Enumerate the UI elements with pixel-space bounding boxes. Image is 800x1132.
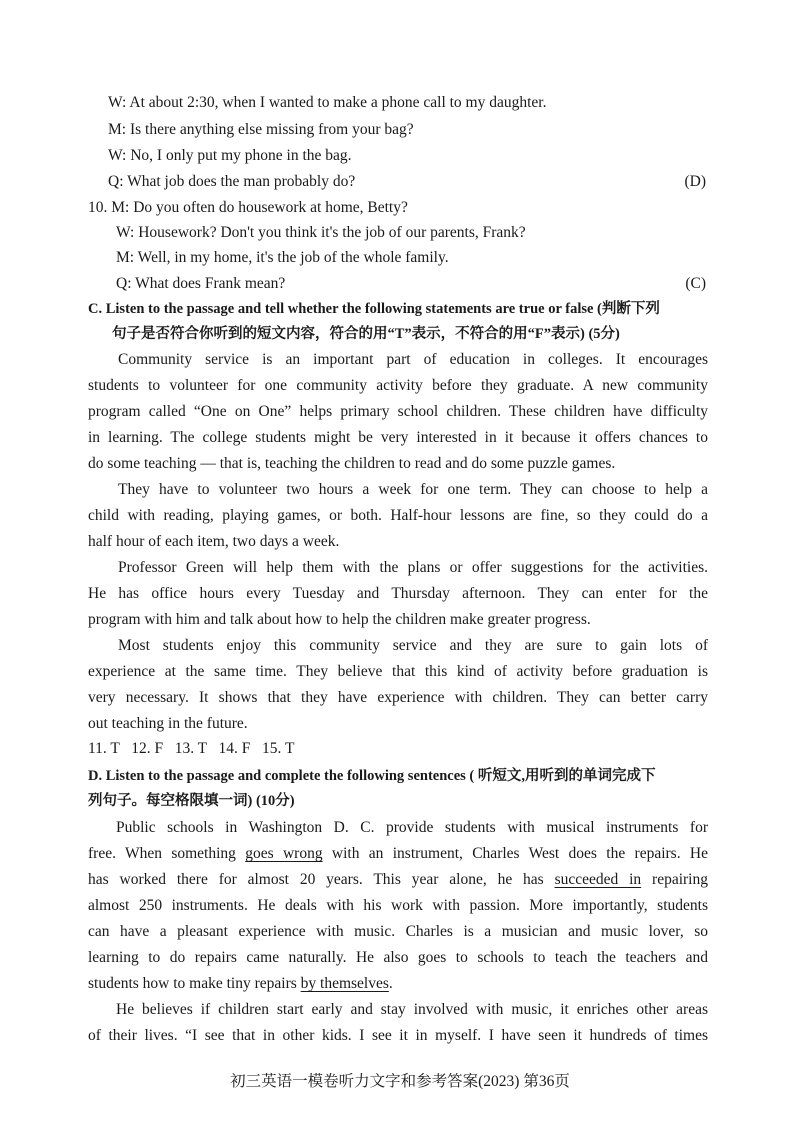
dialog-line: W: No, I only put my phone in the bag. bbox=[108, 147, 352, 164]
dialog-line: 10. M: Do you often do housework at home, Betty? bbox=[88, 199, 408, 216]
page-footer: 初三英语一模卷听力文字和参考答案(2023) 第36页 bbox=[230, 1073, 570, 1090]
passage-text: with an instrument, Charles West does the repairs. He bbox=[322, 845, 708, 862]
answer-label: (D) bbox=[684, 173, 706, 190]
dialog-line: M: Is there anything else missing from your bag? bbox=[108, 121, 414, 138]
passage-text: students how to make tiny repairs bbox=[88, 975, 301, 992]
passage-line bbox=[88, 844, 708, 864]
passage-line: students to volunteer for one community activity before they graduate. A new community bbox=[88, 377, 708, 394]
passage-line bbox=[88, 974, 393, 994]
dialog-line: M: Well, in my home, it's the job of the whole family. bbox=[116, 249, 449, 266]
passage-line: Community service is an important part of education in colleges. It encourages bbox=[118, 351, 708, 368]
passage-line: He has office hours every Tuesday and Thursday afternoon. They can enter for the bbox=[88, 585, 708, 602]
passage-text: repairing bbox=[641, 871, 708, 888]
dialog-line: W: At about 2:30, when I wanted to make a phone call to my daughter. bbox=[108, 94, 547, 111]
dialog-line: W: Housework? Don't you think it's the job of our parents, Frank? bbox=[116, 224, 526, 241]
passage-line: in learning. The college students might be very interested in it because it offers chances to bbox=[88, 429, 708, 446]
passage-line: very necessary. It shows that they have experience with children. They can better carry bbox=[88, 689, 708, 706]
answer-blank: by themselves bbox=[300, 975, 389, 992]
section-d-heading: D. Listen to the passage and complete the following sentences ( 听短文,用听到的单词完成下 bbox=[88, 768, 656, 784]
passage-line: experience at the same time. They believe that this kind of activity before graduation is bbox=[88, 663, 708, 680]
passage-line: Public schools in Washington D. C. provide students with musical instruments for bbox=[116, 819, 708, 836]
passage-line: They have to volunteer two hours a week for one term. They can choose to help a bbox=[118, 481, 708, 498]
passage-line: program with him and talk about how to help the children make greater progress. bbox=[88, 611, 591, 628]
passage-line: can have a pleasant experience with music. Charles is a musician and music lover, so bbox=[88, 923, 708, 940]
question-line: Q: What does Frank mean? bbox=[116, 275, 286, 292]
passage-line: Professor Green will help them with the plans or offer suggestions for the activities. bbox=[118, 559, 708, 576]
section-c-heading: 句子是否符合你听到的短文内容，符合的用“T”表示，不符合的用“F”表示) (5分) bbox=[112, 326, 620, 342]
passage-line: out teaching in the future. bbox=[88, 715, 248, 732]
passage-text: . bbox=[388, 975, 393, 992]
passage-line: half hour of each item, two days a week. bbox=[88, 533, 340, 550]
passage-line: Most students enjoy this community service and they are sure to gain lots of bbox=[118, 637, 708, 654]
passage-line: learning to do repairs came naturally. He also goes to schools to teach the teachers and bbox=[88, 949, 708, 966]
passage-line bbox=[88, 870, 708, 890]
answer-blank: goes wrong bbox=[245, 845, 323, 862]
passage-line: He believes if children start early and stay involved with music, it enriches other areas bbox=[116, 1001, 708, 1018]
passage-line: child with reading, playing games, or both. Half-hour lessons are fine, so they could do a bbox=[88, 507, 708, 524]
section-c-heading: C. Listen to the passage and tell whether the following statements are true or false (判断下列 bbox=[88, 301, 660, 317]
passage-line: program called “One on One” helps primary school children. These children have difficulty bbox=[88, 403, 708, 420]
answer-label: (C) bbox=[685, 275, 706, 292]
section-c-answers: 11. T 12. F 13. T 14. F 15. T bbox=[88, 740, 295, 757]
passage-line: of their lives. “I see that in other kids. I see it in myself. I have seen it hundreds of times bbox=[88, 1027, 708, 1044]
answer-blank: succeeded in bbox=[554, 871, 642, 888]
passage-line: do some teaching — that is, teaching the children to read and do some puzzle games. bbox=[88, 455, 616, 472]
passage-text: free. When something bbox=[88, 845, 246, 862]
passage-text: has worked there for almost 20 years. This year alone, he has bbox=[88, 871, 555, 888]
section-d-heading: 列句子。每空格限填一词) (10分) bbox=[88, 793, 295, 809]
passage-line: almost 250 instruments. He deals with his work with passion. More importantly, students bbox=[88, 897, 708, 914]
question-line: Q: What job does the man probably do? bbox=[108, 173, 356, 190]
